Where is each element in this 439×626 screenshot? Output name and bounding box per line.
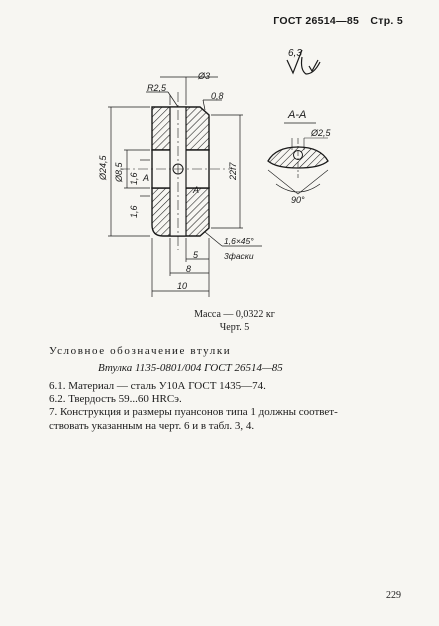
designation-heading: Условное обозначение втулки xyxy=(49,345,232,357)
dim-5-label: 5 xyxy=(193,250,199,260)
hole-diameter-label: Ø3 xyxy=(198,71,211,81)
figure-caption: Черт. 5 xyxy=(219,322,250,333)
page-label: Стр. 5 xyxy=(370,15,403,27)
radius-label: R2,5 xyxy=(147,83,167,93)
outer-diameter-label: Ø24,5 xyxy=(98,155,108,180)
paragraph-construction xyxy=(49,405,409,433)
chamfer-count: 3фаски xyxy=(224,251,254,261)
mass-note: Масса — 0,0322 кг xyxy=(194,309,275,320)
designation-value: Втулка 1135-0801/004 ГОСТ 26514—85 xyxy=(98,362,283,374)
chamfer-top-label: 0,8 xyxy=(211,91,224,101)
dim-8-label: 8 xyxy=(186,264,192,274)
chamfer-note: 1,6×45° xyxy=(224,236,254,246)
standard-number: ГОСТ 26514—85 xyxy=(273,15,360,27)
section-hole-label: Ø2,5 xyxy=(311,128,331,138)
technical-drawing xyxy=(0,0,439,305)
dim-1-6-label: 1,6 xyxy=(129,205,139,218)
roughness-value: 6,3 xyxy=(288,48,302,59)
dim-16-label: 1,6 xyxy=(129,172,139,185)
roughness-icon xyxy=(287,48,320,74)
paragraph-hardness: 6.2. Твердость 59...60 HRCэ. xyxy=(49,393,182,405)
section-marker-a-right: А xyxy=(193,185,200,195)
bushing-section xyxy=(120,92,230,250)
fit-diameter-label: 22f7 xyxy=(228,162,238,180)
section-marker-a: А xyxy=(143,173,150,183)
dim-10-label: 10 xyxy=(177,281,188,291)
bore-diameter-label: Ø8,5 xyxy=(114,162,124,182)
page-number: 229 xyxy=(386,590,401,601)
section-a-a xyxy=(268,109,332,205)
angle-label: 90° xyxy=(291,195,305,205)
section-title: А-А xyxy=(288,109,307,121)
paragraph-material: 6.1. Материал — сталь У10А ГОСТ 1435—74. xyxy=(49,380,266,392)
paragraph-construction-line-1: 7. Конструкция и размеры пуансонов типа 1 должны соответ- xyxy=(49,406,338,418)
paragraph-construction-line-2: ствовать указанным на черт. 6 и в табл. 3, 4. xyxy=(49,420,255,432)
